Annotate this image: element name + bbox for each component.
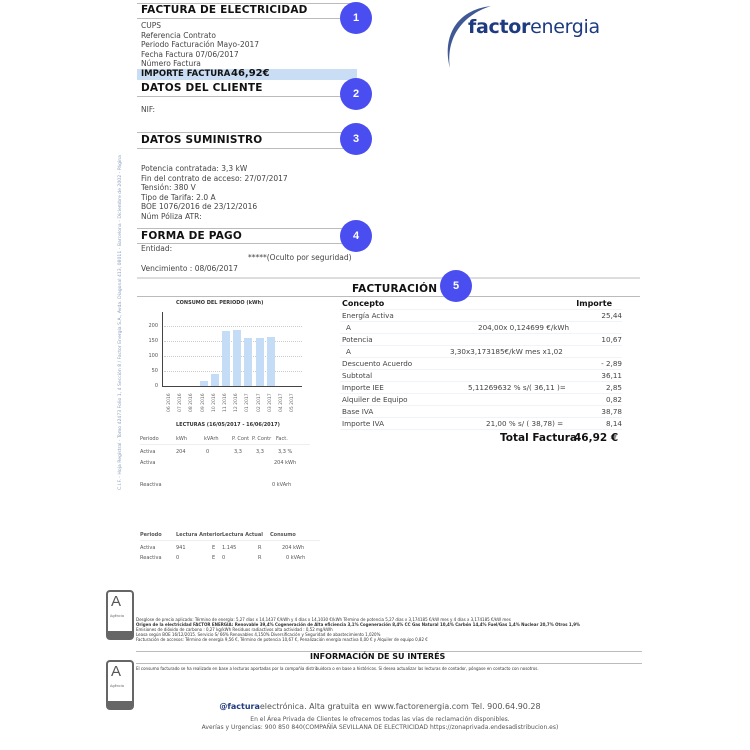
chart-bar xyxy=(244,338,252,386)
marker-3: 3 xyxy=(340,123,372,155)
total-value: 46,92 € xyxy=(574,432,619,444)
header-concepto: Concepto xyxy=(342,299,385,308)
table-row: A 3,30x3,173185€/kW mes x1,02 xyxy=(340,346,622,358)
facturacion-title: FACTURACIÓN xyxy=(352,283,438,295)
marker-5: 5 xyxy=(440,270,472,302)
pago-title: FORMA DE PAGO xyxy=(141,230,242,242)
table-row: Energía Activa 25,44 xyxy=(342,311,622,320)
lecturas-title: LECTURAS (16/05/2017 - 16/06/2017) xyxy=(176,422,280,428)
chart-x-label: 05 2017 xyxy=(290,393,296,412)
logo-bold: factor xyxy=(468,16,531,38)
chart-x-label: 12 2016 xyxy=(234,393,240,412)
cuenta-oculta: *****(Oculto por seguridad) xyxy=(248,253,352,262)
boe: BOE 1076/2016 de 23/12/2016 xyxy=(141,202,258,212)
interes-title: INFORMACIÓN DE SU INTERÉS xyxy=(310,652,446,661)
consumption-chart: CONSUMO DEL PERIODO (kWh) 0 50 100 150 200 06 2016 07 2016 08 2016 09 2016 10 2016 11 2016 12 2016 01 2017 02 2017 03 2017 04 2017 05 2017 xyxy=(140,300,310,410)
marker-2: 2 xyxy=(340,78,372,110)
facturacion-header xyxy=(340,298,622,310)
chart-bar xyxy=(256,338,264,386)
tipo-tarifa: Tipo de Tarifa: 2.0 A xyxy=(141,192,216,202)
factorenergia-logo xyxy=(468,16,600,38)
chart-x-label: 02 2017 xyxy=(256,393,262,412)
suministro-details xyxy=(141,164,288,222)
importe-factura-bar xyxy=(137,69,357,80)
interes-text: El consumo facturado se ha realizado en base a lecturas aportadas por la compañía distribuidora o en base a históricos. Si desea actualizar las lecturas de contador, póngase en contacto con nosotros. xyxy=(136,666,539,671)
footer-line-2: En el Área Privada de Clientes le ofrecemos todas las vías de reclamación disponibles. xyxy=(250,716,510,723)
table-row: Subtotal 36,11 xyxy=(342,371,622,380)
chart-x-label: 09 2016 xyxy=(200,393,206,412)
num-poliza: Núm Póliza ATR: xyxy=(141,211,202,221)
field-referencia: Referencia Contrato xyxy=(141,30,216,40)
fin-contrato: Fin del contrato de acceso: 27/07/2017 xyxy=(141,173,288,183)
field-cups: CUPS xyxy=(141,21,162,30)
chart-x-label: 08 2016 xyxy=(189,393,195,412)
fine-print: Desglose de precio aplicado: Término de energía: 5,27 días x 14,1437 €/kWh y 4 días x 14,1030 €/kWh Término de potencia 5,27 días x 3,174185 €/kW mes y 4 días x 3,174185 €/kW mes Origen de la electricidad FACTOR ENERGIA: Renovable 39,4% Cogeneración de Alta eficiencia 3,1% Cogeneración 8,4% CC Gas Natural 10,4% Carbón 14,4% Fuel/Gas 1,4% Nuclear 20,7% Otros 1,9% Emisiones de dióxido de carbono : 0,27 kg/kWh Residuos radiactivos alta actividad : 0,52 mg/kWh Leasa según BOE 16/12/2015. Servicio S/ 66% Renovables 4,150% Diversificación y Seguridad de abastecimiento 1,020% Facturación de accesos: Término de energía 9,56 €, Término de potencia 10,67 €, Penalización energía reactiva 0,00 € y Alquiler de equipo 0,82 € xyxy=(136,617,580,642)
chart-bar xyxy=(211,374,219,386)
field-periodo: Periodo Facturación Mayo-2017 xyxy=(141,40,260,50)
chart-x-label: 04 2017 xyxy=(279,393,284,412)
logo-regular: energia xyxy=(530,16,600,38)
potencia-contratada: Potencia contratada: 3,3 kW xyxy=(141,164,248,173)
facturacion-table xyxy=(340,298,622,430)
tension: Tensión: 380 V xyxy=(141,183,196,193)
header-importe: Importe xyxy=(576,299,612,308)
table-row: Importe IEE 5,11269632 % s/( 36,11 )= 2,85 xyxy=(342,383,622,392)
chart-x-label: 01 2017 xyxy=(245,393,251,412)
importe-value: 46,92€ xyxy=(231,68,270,79)
table-row: A 204,00x 0,124699 €/kWh xyxy=(340,322,622,334)
total-label: Total Factura xyxy=(500,432,577,444)
table-row: Importe IVA 21,00 % s/ ( 38,78) = 8,14 xyxy=(342,419,622,428)
table-row: Descuento Acuerdo - 2,89 xyxy=(342,359,622,368)
chart-x-label: 06 2016 xyxy=(167,393,172,412)
table-row: Potencia 10,67 xyxy=(342,335,622,344)
importe-label: IMPORTE FACTURA xyxy=(141,69,231,79)
chart-bar xyxy=(267,337,275,386)
footer-line-3: Averías y Urgencias: 900 850 840(COMPAÑÍA SEVILLANA DE ELECTRICIDAD https://zonaprivada.endesadistribucion.es) xyxy=(201,724,559,731)
vertical-legal-text: C.I.F. - Hoja Registral - Tomo 42473 Folio 1, 4 Sección 8 / Factor Energía S.A., Avda. Diagonal 413, 08011 - Barcelona - Diciembre de 2002 - Página xyxy=(118,154,123,490)
chart-x-label: 11 2016 xyxy=(223,393,228,412)
energy-label-badge: A Agência xyxy=(106,590,134,640)
lecturas-h0: Periodo xyxy=(140,436,159,442)
invoice-fields xyxy=(141,21,259,69)
field-numero: Número Factura xyxy=(141,59,201,69)
chart-x-label: 03 2017 xyxy=(267,393,273,412)
chart-title: CONSUMO DEL PERIODO (kWh) xyxy=(176,300,264,306)
chart-x-label: 07 2016 xyxy=(178,393,184,412)
vencimiento: Vencimiento : 08/06/2017 xyxy=(141,264,238,273)
logo-swoosh-icon xyxy=(436,2,496,72)
marker-1: 1 xyxy=(340,2,372,34)
suministro-title: DATOS SUMINISTRO xyxy=(141,134,263,146)
table-row: Alquiler de Equipo 0,82 xyxy=(342,395,622,404)
chart-bar xyxy=(200,381,208,386)
chart-bar xyxy=(233,330,241,386)
marker-4: 4 xyxy=(340,220,372,252)
invoice-title: FACTURA DE ELECTRICIDAD xyxy=(141,4,308,16)
cliente-title: DATOS DEL CLIENTE xyxy=(141,82,263,94)
table-row: Base IVA 38,78 xyxy=(342,407,622,416)
field-fecha: Fecha Factura 07/06/2017 xyxy=(141,49,239,59)
entidad: Entidad: xyxy=(141,244,173,253)
chart-x-label: 10 2016 xyxy=(211,393,217,412)
chart-bar xyxy=(222,331,230,386)
nif-field: NIF: xyxy=(141,105,156,114)
efactura-line: @facturaelectrónica. Alta gratuita en www.factorenergia.com Tel. 900.64.90.28 xyxy=(219,702,541,711)
energy-label-badge-2: A Agência xyxy=(106,660,134,710)
